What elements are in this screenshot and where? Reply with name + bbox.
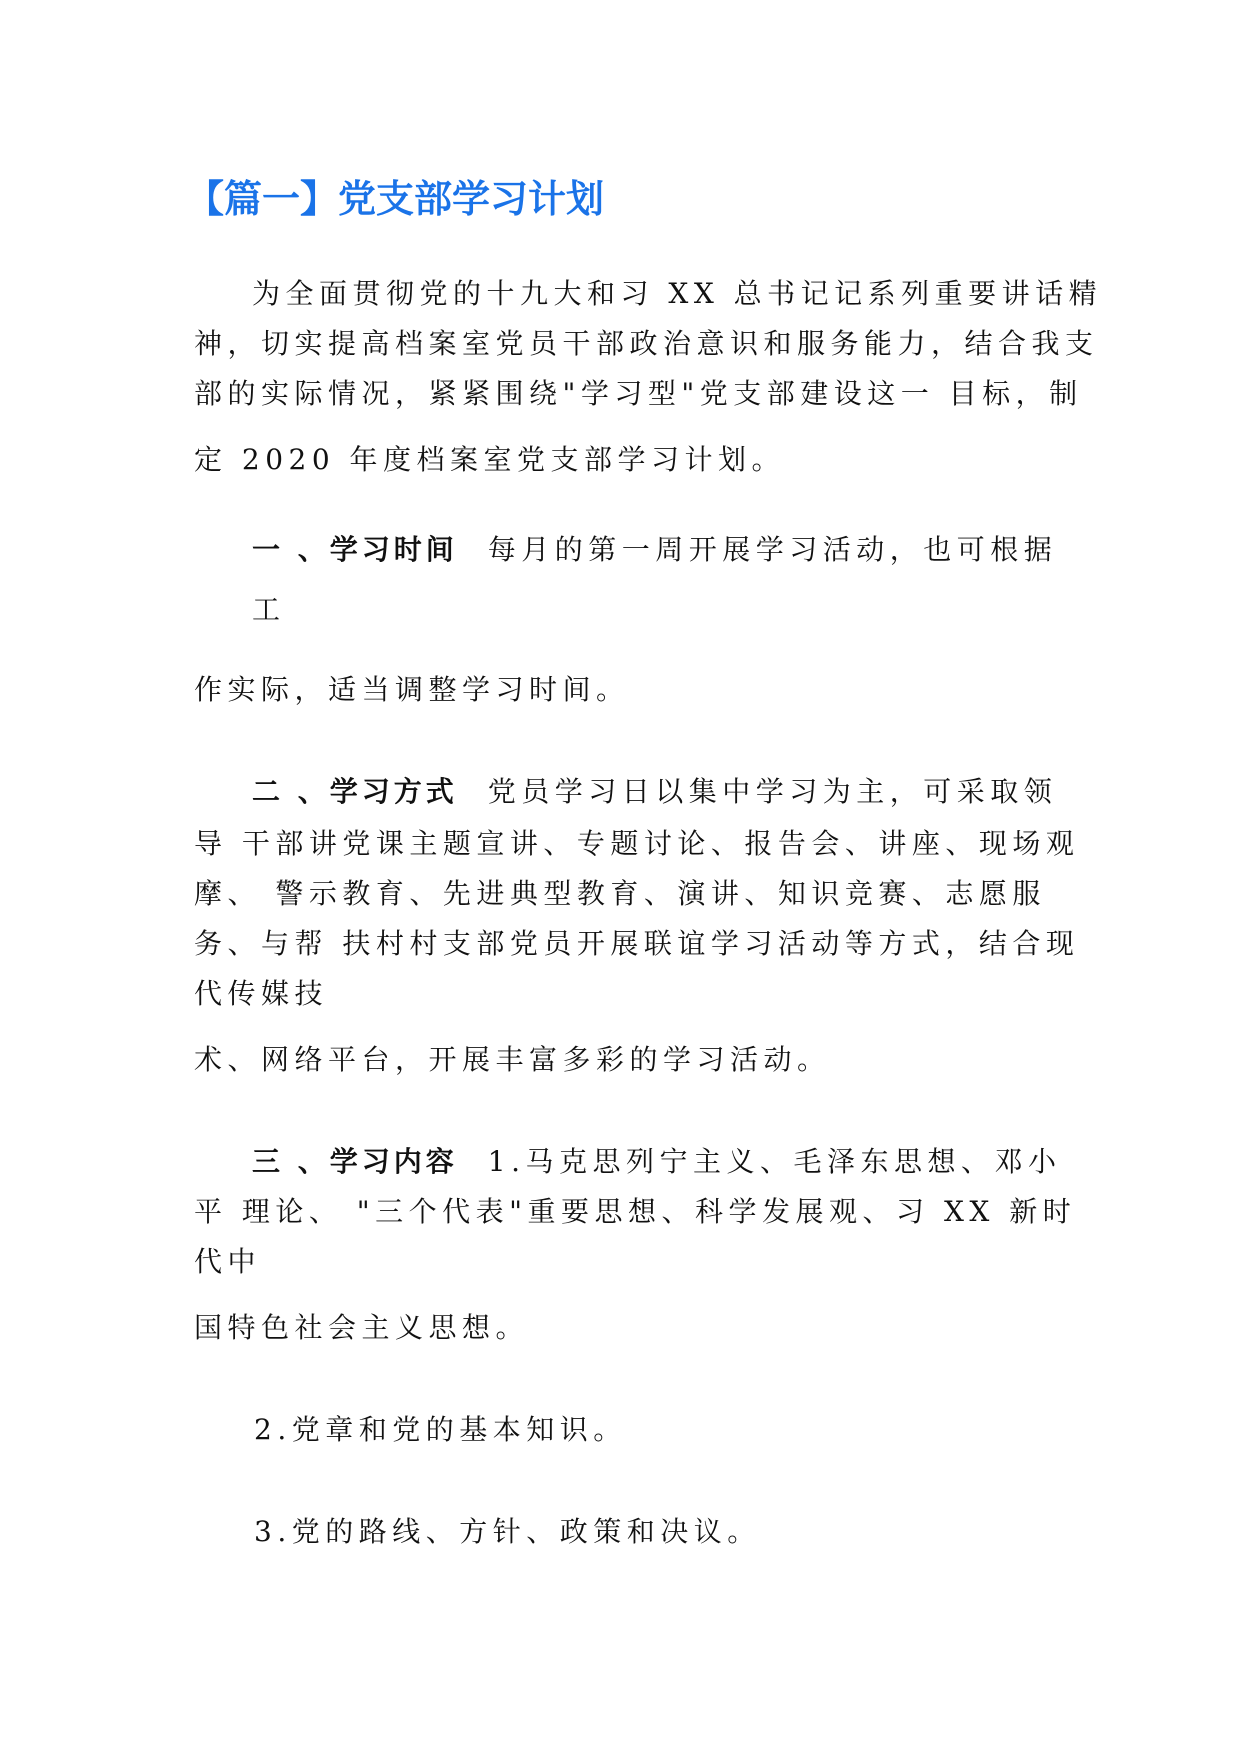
section3-first-line	[252, 1144, 1061, 1180]
section1-heading: 一 、学习时间	[252, 533, 458, 566]
section3-heading: 三 、学习内容	[252, 1145, 458, 1178]
section2-line-6: 术、网络平台，开展丰富多彩的学习活动。	[194, 1043, 831, 1076]
section3-item-2: 2.党章和党的基本知识。	[254, 1413, 627, 1446]
intro-line-2: 神，切实提高档案室党员干部政治意识和服务能力，结合我支	[194, 327, 1099, 360]
section2-line-4: 务、与帮 扶村村支部党员开展联谊学习活动等方式，结合现	[194, 927, 1080, 960]
section2-line-5: 代传媒技	[194, 977, 329, 1010]
section1-first-line	[252, 532, 1057, 568]
section3-item-3: 3.党的路线、方针、政策和决议。	[254, 1515, 761, 1548]
section3-line-4: 国特色社会主义思想。	[194, 1311, 530, 1344]
section2-line-2: 导 干部讲党课主题宣讲、专题讨论、报告会、讲座、现场观	[194, 827, 1080, 860]
section2-first-line	[252, 774, 1057, 810]
document-title: 【篇一】党支部学习计划	[186, 177, 605, 221]
section1-line-3: 作实际，适当调整学习时间。	[194, 673, 630, 706]
intro-line-4: 定 2020 年度档案室党支部学习计划。	[194, 443, 786, 476]
section3-line-2: 平 理论、 "三个代表"重要思想、科学发展观、习 XX 新时	[194, 1195, 1077, 1228]
section2-line-1: 党员学习日以集中学习为主，可采取领	[487, 775, 1058, 808]
intro-line-1: 为全面贯彻党的十九大和习 XX 总书记记系列重要讲话精	[252, 277, 1103, 310]
section1-line-1: 每月的第一周开展学习活动，也可根据	[487, 533, 1058, 566]
section3-line-1: 1.马克思列宁主义、毛泽东思想、邓小	[487, 1145, 1062, 1178]
section3-line-3: 代中	[194, 1245, 262, 1278]
section1-line-2: 工	[252, 593, 286, 626]
section2-heading: 二 、学习方式	[252, 775, 458, 808]
intro-line-3: 部的实际情况，紧紧围绕"学习型"党支部建设这一 目标，制	[194, 377, 1083, 410]
section2-line-3: 摩、 警示教育、先进典型教育、演讲、知识竞赛、志愿服	[194, 877, 1046, 910]
